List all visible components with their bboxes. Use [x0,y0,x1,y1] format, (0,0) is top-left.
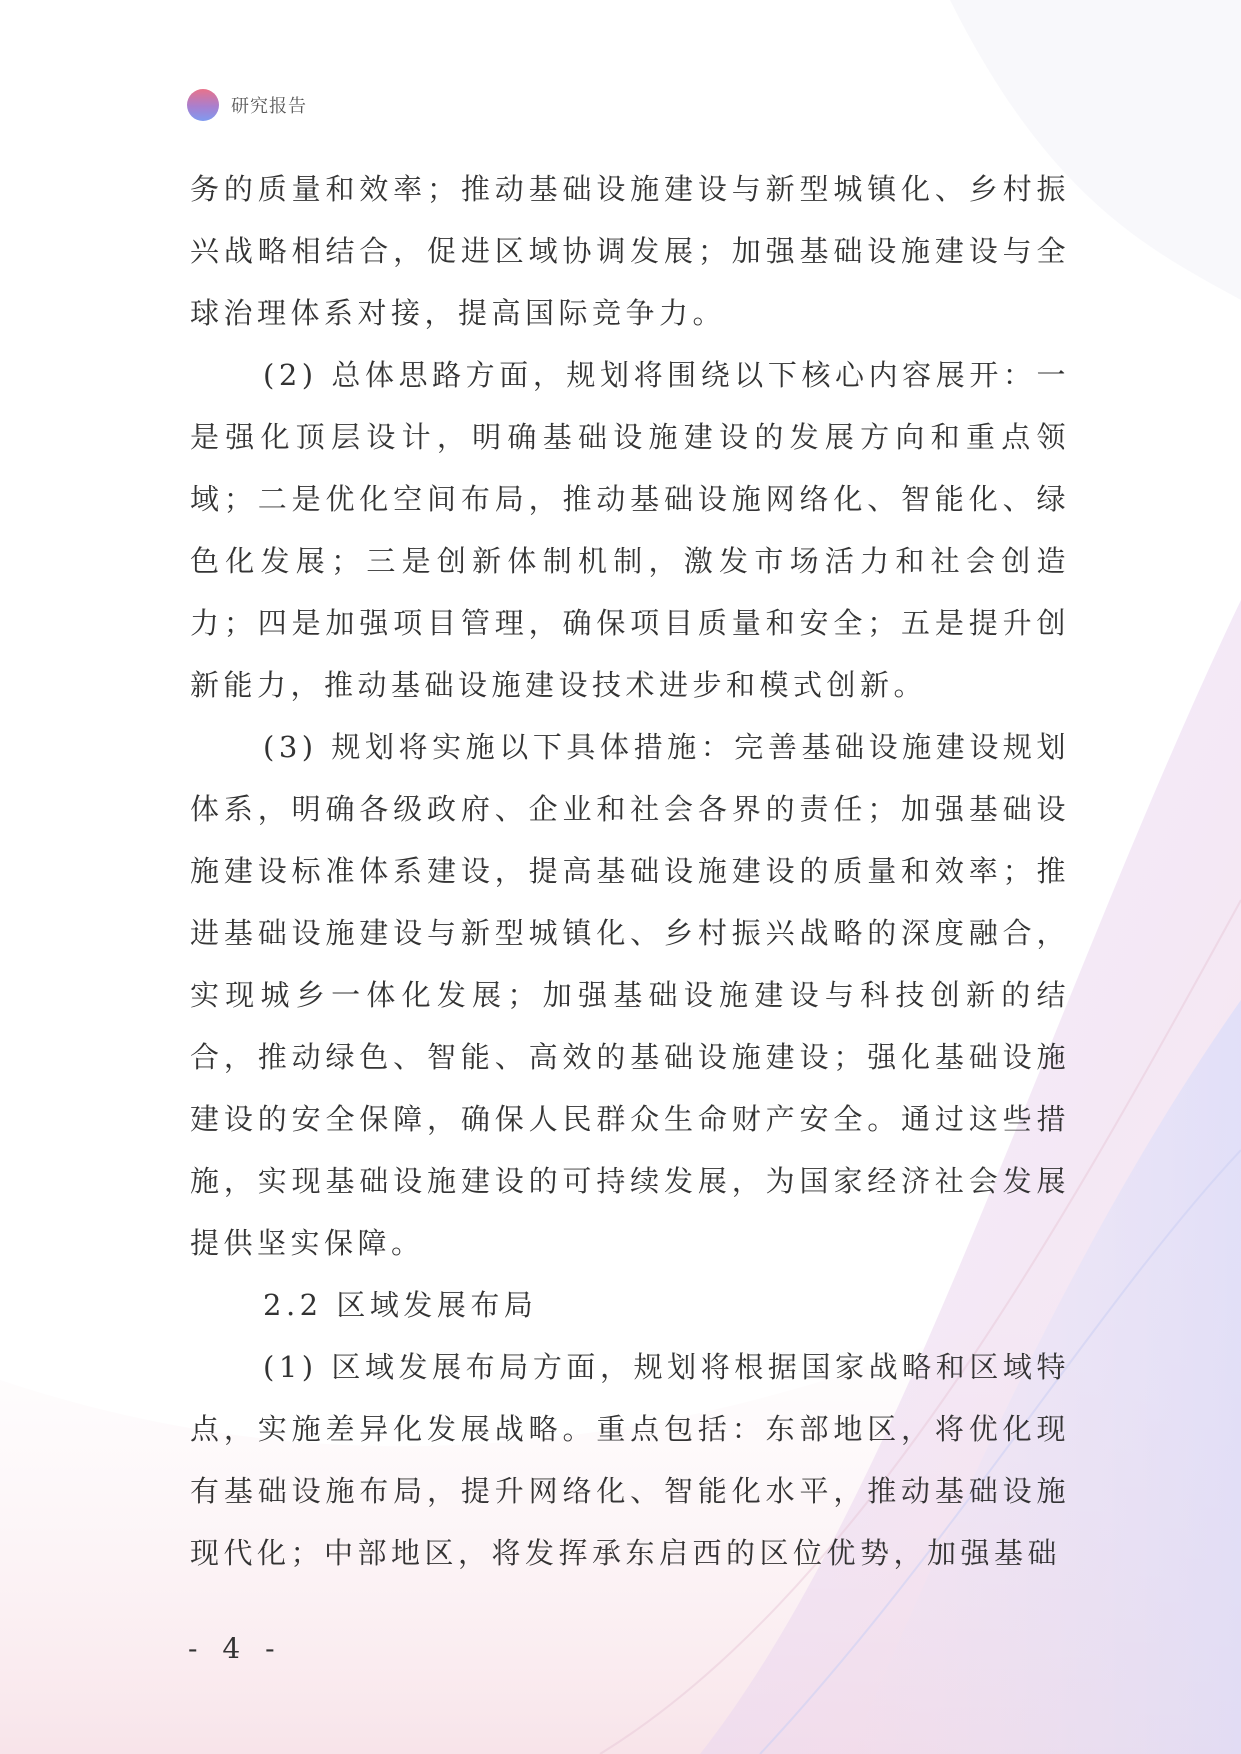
section-paragraph-1: (1) 区域发展布局方面，规划将根据国家战略和区域特点，实施差异化发展战略。重点包括：东部地区，将优化现有基础设施布局，提升网络化、智能化水平，推动基础设施现代化；中部地区，将发挥承东启西的区位优势，加强基础 [190,1350,1070,1570]
document-header [187,88,307,122]
page-number: - 4 - [188,1632,283,1665]
paragraph-continued: 务的质量和效率；推动基础设施建设与新型城镇化、乡村振兴战略相结合，促进区域协调发展；加强基础设施建设与全球治理体系对接，提高国际竞争力。 [190,172,1070,330]
paragraph-3: (3) 规划将实施以下具体措施：完善基础设施建设规划体系，明确各级政府、企业和社会各界的责任；加强基础设施建设标准体系建设，提高基础设施建设的质量和效率；推进基础设施建设与新型城镇化、乡村振兴战略的深度融合，实现城乡一体化发展；加强基础设施建设与科技创新的结合，推动绿色、智能、高效的基础设施建设；强化基础设施建设的安全保障，确保人民群众生命财产安全。通过这些措施，实现基础设施建设的可持续发展，为国家经济社会发展提供坚实保障。 [190,730,1070,1260]
section-heading: 2.2 区域发展布局 [263,1288,538,1322]
paragraph-2: (2) 总体思路方面，规划将围绕以下核心内容展开：一是强化顶层设计，明确基础设施建设的发展方向和重点领域；二是优化空间布局，推动基础设施网络化、智能化、绿色化发展；三是创新体制机制，激发市场活力和社会创造力；四是加强项目管理，确保项目质量和安全；五是提升创新能力，推动基础设施建设技术进步和模式创新。 [190,358,1070,702]
header-title: 研究报告 [231,96,307,117]
logo-circle-icon [187,89,219,121]
document-body [190,158,1070,1584]
